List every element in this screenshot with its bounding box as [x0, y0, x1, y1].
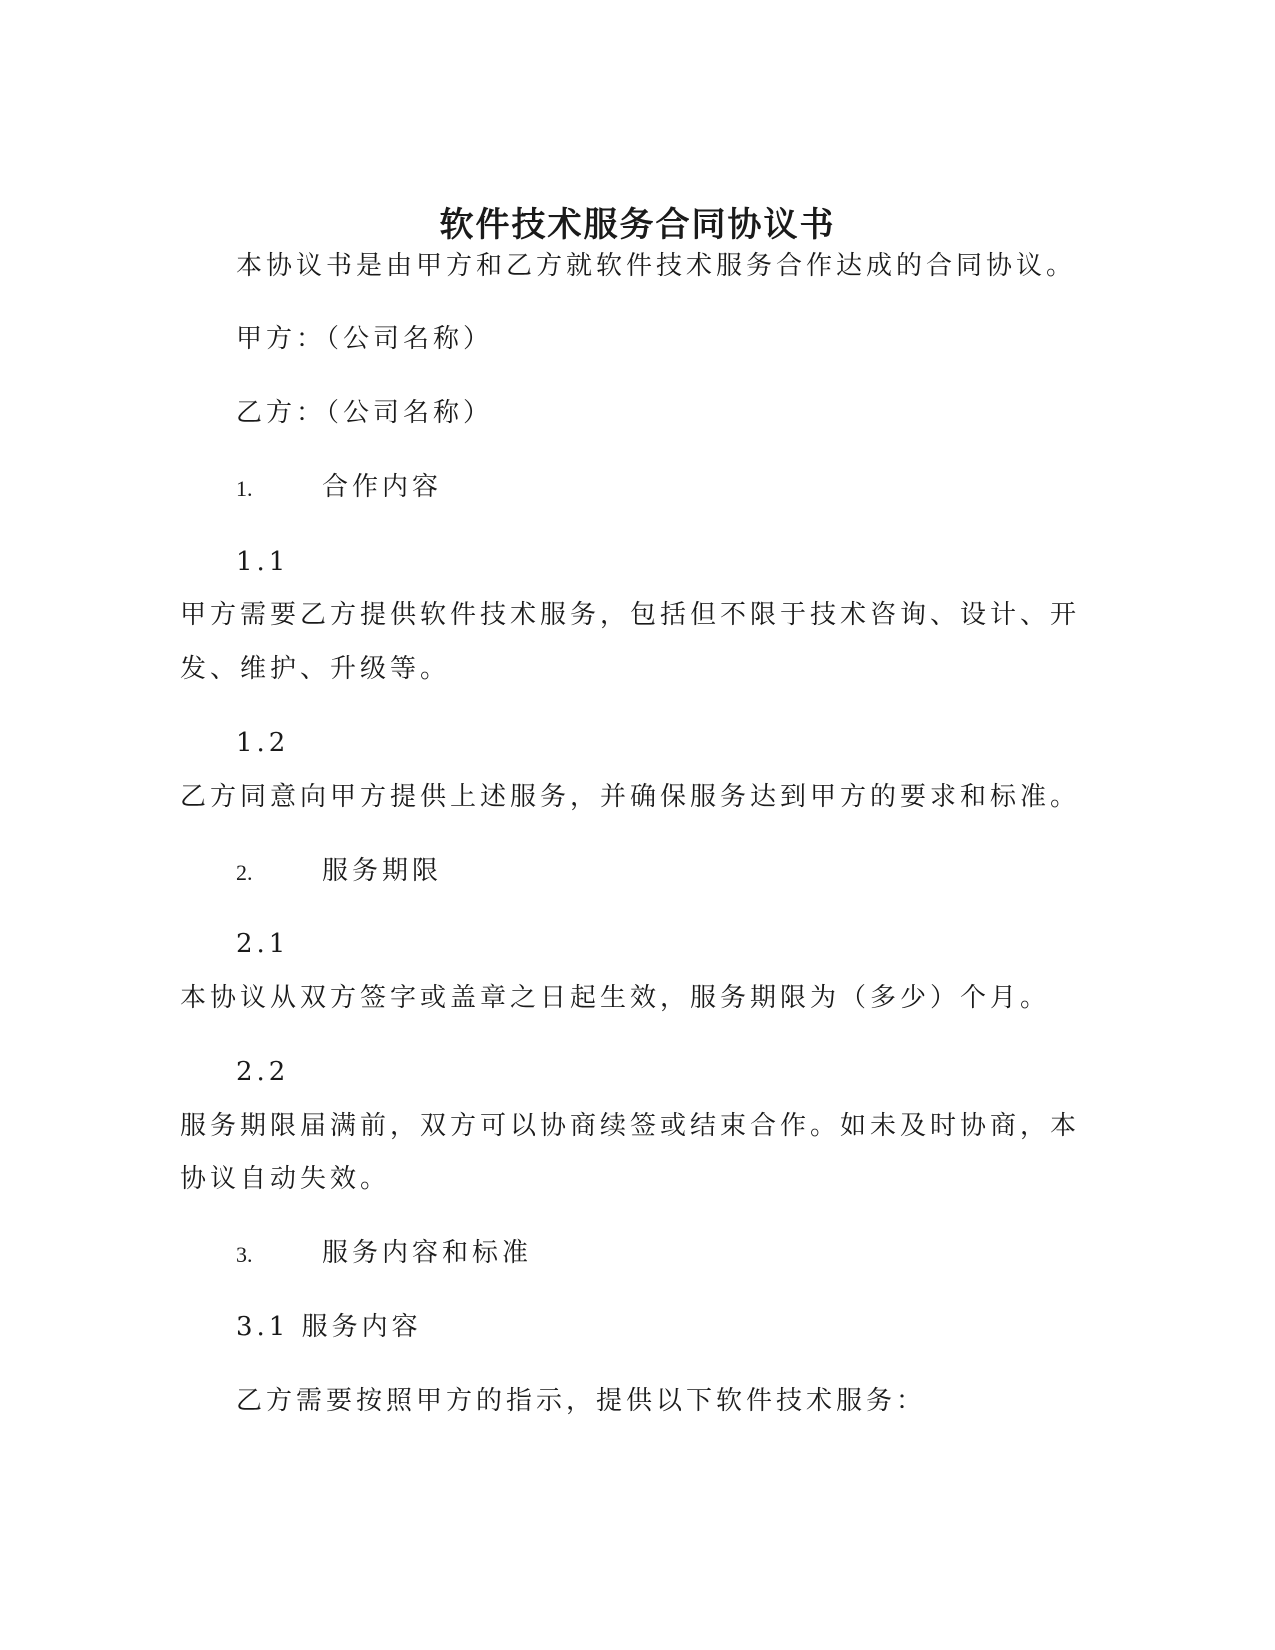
section-3-title: 服务内容和标准 — [322, 1238, 533, 1268]
clause-3-1-text-line-1: 乙方需要按照甲方的指示，提供以下软件技术服务： — [236, 1386, 927, 1416]
section-2-title: 服务期限 — [322, 856, 443, 886]
clause-1-1-number: 1.1 — [236, 547, 290, 577]
section-2-number: 2. — [236, 860, 253, 885]
section-3-number: 3. — [236, 1242, 253, 1267]
clause-3-1-heading: 3.1 服务内容 — [236, 1312, 422, 1342]
clause-2-2-text-line-2: 协议自动失效。 — [180, 1164, 391, 1194]
intro-paragraph: 本协议书是由甲方和乙方就软件技术服务合作达成的合同协议。 — [236, 251, 1077, 281]
party-a-line: 甲方：（公司名称） — [236, 324, 494, 354]
clause-2-2-text-line-1: 服务期限届满前，双方可以协商续签或结束合作。如未及时协商，本 — [180, 1111, 1081, 1141]
document-title: 软件技术服务合同协议书 — [439, 205, 836, 245]
clause-1-2-number: 1.2 — [236, 728, 290, 758]
clause-1-2-text-line-1: 乙方同意向甲方提供上述服务，并确保服务达到甲方的要求和标准。 — [180, 782, 1081, 812]
clause-2-2-number: 2.2 — [236, 1057, 290, 1087]
party-b-line: 乙方：（公司名称） — [236, 398, 494, 428]
clause-2-1-number: 2.1 — [236, 929, 290, 959]
clause-2-1-text-line-1: 本协议从双方签字或盖章之日起生效，服务期限为（多少）个月。 — [180, 983, 1051, 1013]
section-1-number: 1. — [236, 476, 253, 501]
clause-1-1-text-line-2: 发、维护、升级等。 — [180, 654, 451, 684]
section-1-title: 合作内容 — [322, 472, 443, 502]
clause-1-1-text-line-1: 甲方需要乙方提供软件技术服务，包括但不限于技术咨询、设计、开 — [180, 600, 1081, 630]
